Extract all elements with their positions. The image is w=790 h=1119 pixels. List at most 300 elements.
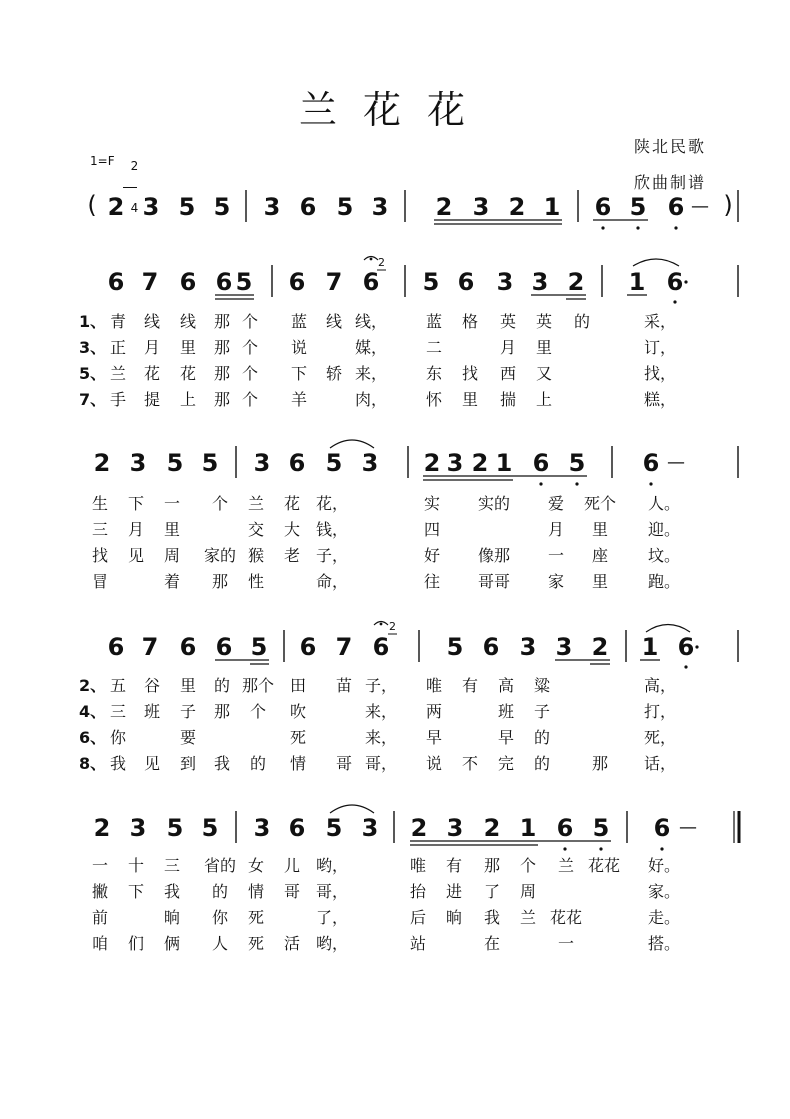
lyric-syllable: 月 [499, 338, 517, 357]
lyric-syllable: 大 [283, 520, 301, 539]
lyric-syllable: 提 [143, 390, 161, 409]
note: 5 [250, 633, 268, 661]
lyric-syllable: 了 [483, 882, 501, 901]
note: 6 [457, 268, 475, 296]
note: 6 [299, 633, 317, 661]
lyric-syllable: 坟。 [647, 546, 681, 565]
lyric-syllable: 的 [211, 882, 229, 901]
lyric-syllable: 里 [591, 520, 609, 539]
verse-number: 5、 [79, 364, 107, 383]
lyric-syllable: 见 [143, 754, 161, 773]
row4-lyrics [92, 856, 680, 953]
lyric-syllable: 们 [127, 934, 145, 953]
note: 3 [263, 193, 281, 221]
lyric-syllable: 好 [423, 546, 441, 565]
note: 3 [129, 814, 147, 842]
lyric-syllable: 三 [109, 702, 127, 721]
lyric-syllable: 里 [179, 338, 197, 357]
lyric-syllable: 的 [213, 676, 231, 695]
note: 5 [178, 193, 196, 221]
lyric-syllable: 站 [409, 934, 427, 953]
lyric-syllable: 糕， [643, 390, 677, 409]
note: 3 [253, 814, 271, 842]
lyric-syllable: 正 [109, 338, 127, 357]
row2-measure-1 [94, 449, 219, 477]
lyric-syllable: 那个 [241, 676, 275, 695]
note: 3 [361, 449, 379, 477]
note: 6 [482, 633, 500, 661]
time-sig-bottom: 4 [130, 201, 139, 215]
lyric-syllable: 苗 [335, 676, 353, 695]
low-dot [539, 482, 542, 485]
lyric-syllable: 两 [425, 702, 443, 721]
lyric-syllable: 轿 [325, 364, 343, 383]
lyric-syllable: 个 [241, 364, 259, 383]
note: 6 [288, 449, 306, 477]
lyric-syllable: 个 [519, 856, 537, 875]
lyric-syllable: 线 [325, 312, 343, 331]
arranger-credit: 欣曲制谱 [634, 173, 707, 192]
lyric-syllable: 媒， [354, 338, 388, 357]
lyric-syllable: 那 [213, 702, 231, 721]
dash: — [691, 196, 709, 217]
lyric-syllable: 子 [533, 702, 551, 721]
lyric-syllable: 班 [497, 702, 515, 721]
lyric-syllable: 里 [179, 676, 197, 695]
low-dot [684, 665, 687, 668]
note: 6 [179, 633, 197, 661]
note: 7 [141, 633, 159, 661]
lyric-syllable: 死个 [583, 494, 617, 513]
note: 6 [594, 193, 612, 221]
lyric-syllable: 哟， [315, 856, 349, 875]
lyric-syllable: 下 [127, 494, 145, 513]
note: 2 [93, 814, 111, 842]
lyric-syllable: 家 [547, 572, 565, 591]
lyric-syllable: 性 [247, 572, 265, 591]
lyric-syllable: 早 [497, 728, 515, 747]
row3-lyrics [79, 676, 676, 773]
lyric-syllable: 周 [519, 882, 537, 901]
lyric-syllable: 上 [535, 390, 553, 409]
lyric-syllable: 着 [163, 572, 181, 591]
lyric-syllable: 找 [461, 364, 479, 383]
note: 2 [471, 449, 489, 477]
note: 5 [325, 449, 343, 477]
lyric-syllable: 死 [289, 728, 307, 747]
lyric-syllable: 兰 [247, 494, 265, 513]
lyric-syllable: 个 [241, 312, 259, 331]
lyric-syllable: 个 [249, 702, 267, 721]
lyric-syllable: 那 [213, 312, 231, 331]
lyric-syllable: 我 [483, 908, 501, 927]
lyric-syllable: 钱， [315, 520, 349, 539]
lyric-syllable: 撇 [91, 882, 109, 901]
note: 6 [215, 633, 233, 661]
lyric-syllable: 好。 [647, 856, 681, 875]
lyric-syllable: 线， [354, 312, 388, 331]
lyric-syllable: 跑。 [647, 572, 681, 591]
row3-measure-1 [108, 633, 268, 661]
note: 6 [107, 633, 125, 661]
lyric-syllable: 咱 [91, 934, 109, 953]
lyric-syllable: 的 [249, 754, 267, 773]
lyric-syllable: 粱 [533, 676, 551, 695]
note: 2 [591, 633, 609, 661]
lyric-syllable: 唯 [425, 676, 443, 695]
lyric-syllable: 哥， [315, 882, 349, 901]
lyric-syllable: 省的 [203, 856, 237, 875]
row3-measure-4 [642, 633, 695, 661]
lyric-syllable: 吹 [289, 702, 307, 721]
lyric-syllable: 周 [163, 546, 181, 565]
row1-measure-3 [423, 268, 585, 296]
low-dot [575, 482, 578, 485]
lyric-syllable: 那 [483, 856, 501, 875]
lyric-syllable: 花， [315, 494, 349, 513]
row3-measure-2 [300, 633, 390, 661]
grace-note: 2 [389, 620, 396, 633]
note: 6 [179, 268, 197, 296]
note: 2 [508, 193, 526, 221]
lyric-syllable: 四 [423, 520, 441, 539]
lyric-syllable: 实的 [477, 494, 511, 513]
lyric-syllable: 座 [591, 546, 609, 565]
verse-number: 1、 [79, 312, 107, 331]
lyric-syllable: 冒 [91, 572, 109, 591]
song-origin: 陕北民歌 [634, 137, 707, 156]
lyric-syllable: 死， [643, 728, 677, 747]
note: 2 [107, 193, 125, 221]
note: 5 [166, 814, 184, 842]
verse-number: 8、 [79, 754, 107, 773]
lyric-syllable: 高 [497, 676, 515, 695]
lyric-syllable: 哟， [315, 934, 349, 953]
intro-measure-2 [264, 193, 389, 221]
lyric-syllable: 的 [533, 754, 551, 773]
lyric-syllable: 蓝 [290, 312, 308, 331]
fermata-dot [370, 258, 373, 261]
lyric-syllable: 格 [461, 312, 479, 331]
note: 6 [107, 268, 125, 296]
lyric-syllable: 里 [163, 520, 181, 539]
lyric-syllable: 下 [290, 364, 308, 383]
lyric-syllable: 谷 [143, 676, 161, 695]
lyric-syllable: 猴 [247, 546, 265, 565]
note: 6 [215, 268, 233, 296]
note: 6 [677, 633, 695, 661]
row1-measure-1 [108, 268, 253, 296]
time-sig-top: 2 [130, 159, 139, 173]
row1-lyrics [79, 312, 676, 409]
note: 3 [519, 633, 537, 661]
lyric-syllable: 哥， [364, 754, 398, 773]
dash: — [679, 817, 697, 838]
lyric-syllable: 个 [241, 390, 259, 409]
note: 3 [253, 449, 271, 477]
lyric-syllable: 老 [283, 546, 301, 565]
key-signature: 1=F [90, 154, 115, 168]
lyric-syllable: 线 [143, 312, 161, 331]
lyric-syllable: 来， [364, 702, 398, 721]
note: 7 [335, 633, 353, 661]
row4-measure-4 [654, 814, 697, 842]
note: 3 [472, 193, 490, 221]
note: 2 [483, 814, 501, 842]
lyric-syllable: 你 [109, 728, 127, 747]
note: 6 [288, 268, 306, 296]
note: 3 [446, 449, 464, 477]
dash: — [667, 452, 685, 473]
lyric-syllable: 死 [247, 908, 265, 927]
slur [633, 259, 679, 266]
note: 3 [129, 449, 147, 477]
note: 5 [213, 193, 231, 221]
lyric-syllable: 往 [423, 572, 441, 591]
lyric-syllable: 蓝 [425, 312, 443, 331]
note: 1 [641, 633, 659, 661]
note: 3 [446, 814, 464, 842]
lyric-syllable: 个 [241, 338, 259, 357]
note: 5 [235, 268, 253, 296]
intro-measure-4 [595, 193, 709, 221]
note: 2 [435, 193, 453, 221]
lyric-syllable: 子 [179, 702, 197, 721]
note: 5 [568, 449, 586, 477]
lyric-syllable: 十 [127, 856, 145, 875]
note: 6 [667, 193, 685, 221]
lyric-syllable: 田 [289, 676, 307, 695]
slur [330, 805, 374, 813]
lyric-syllable: 一 [547, 546, 565, 565]
verse-number: 2、 [79, 676, 107, 695]
lyric-syllable: 英 [535, 312, 553, 331]
lyric-syllable: 你 [211, 908, 229, 927]
lyric-syllable: 一 [91, 856, 109, 875]
row2-lyrics [92, 494, 680, 591]
lyric-syllable: 的 [573, 312, 591, 331]
lyric-syllable: 一 [557, 934, 575, 953]
note: 2 [423, 449, 441, 477]
note: 5 [201, 449, 219, 477]
lyric-syllable: 前 [91, 908, 109, 927]
lyric-syllable: 人 [211, 934, 229, 953]
lyric-syllable: 找， [643, 364, 677, 383]
row4-measure-2 [254, 814, 379, 842]
lyric-syllable: 命， [315, 572, 349, 591]
lyric-syllable: 有 [461, 676, 479, 695]
lyric-syllable: 晌 [445, 908, 463, 927]
note: 6 [372, 633, 390, 661]
lyric-syllable: 手 [109, 390, 127, 409]
lyric-syllable: 来， [364, 728, 398, 747]
note: 7 [141, 268, 159, 296]
lyric-syllable: 爱 [547, 494, 565, 513]
lyric-syllable: 后 [409, 908, 427, 927]
lyric-syllable: 那 [591, 754, 609, 773]
low-dot [674, 226, 677, 229]
lyric-syllable: 话， [643, 754, 677, 773]
intro-close-paren: ) [723, 191, 733, 219]
note: 2 [410, 814, 428, 842]
note: 6 [642, 449, 660, 477]
lyric-syllable: 月 [547, 520, 565, 539]
note: 6 [288, 814, 306, 842]
lyric-syllable: 交 [247, 520, 265, 539]
lyric-syllable: 月 [143, 338, 161, 357]
low-dot [660, 847, 663, 850]
lyric-syllable: 个 [211, 494, 229, 513]
lyric-syllable: 花花 [587, 856, 621, 875]
lyric-syllable: 那 [213, 364, 231, 383]
note: 3 [371, 193, 389, 221]
lyric-syllable: 二 [425, 338, 443, 357]
lyric-syllable: 完 [497, 754, 515, 773]
lyric-syllable: 东 [425, 364, 443, 383]
lyric-syllable: 要 [179, 728, 197, 747]
song-title: 兰花花 [298, 88, 491, 132]
grace-note: 2 [378, 256, 385, 269]
lyric-syllable: 里 [461, 390, 479, 409]
lyric-syllable: 花 [143, 364, 161, 383]
note: 1 [628, 268, 646, 296]
low-dot [649, 482, 652, 485]
lyric-syllable: 到 [179, 754, 197, 773]
fermata-dot [380, 623, 383, 626]
lyric-syllable: 兰 [557, 856, 575, 875]
lyric-syllable: 子， [364, 676, 398, 695]
intro-measure-3 [436, 193, 561, 221]
lyric-syllable: 揣 [499, 390, 517, 409]
lyric-syllable: 上 [179, 390, 197, 409]
lyric-syllable: 像那 [477, 546, 511, 565]
lyric-syllable: 哥 [283, 882, 301, 901]
lyric-syllable: 家。 [647, 882, 681, 901]
lyric-syllable: 情 [289, 754, 307, 773]
row1-measure-4 [629, 268, 684, 296]
lyric-syllable: 迎。 [647, 520, 681, 539]
row2-measure-2 [254, 449, 379, 477]
low-dot [599, 847, 602, 850]
lyric-syllable: 我 [109, 754, 127, 773]
lyric-syllable: 花 [283, 494, 301, 513]
lyric-syllable: 那 [211, 572, 229, 591]
lyric-syllable: 肉， [354, 390, 388, 409]
note: 6 [532, 449, 550, 477]
lyric-syllable: 那 [213, 390, 231, 409]
lyric-syllable: 进 [445, 882, 463, 901]
lyric-syllable: 羊 [290, 390, 308, 409]
note: 3 [531, 268, 549, 296]
lyric-syllable: 又 [535, 364, 553, 383]
lyric-syllable: 子， [315, 546, 349, 565]
note: 5 [325, 814, 343, 842]
lyric-syllable: 俩 [163, 934, 181, 953]
note: 6 [653, 814, 671, 842]
note: 5 [446, 633, 464, 661]
slur [646, 625, 690, 633]
note: 6 [362, 268, 380, 296]
note: 3 [555, 633, 573, 661]
row3-measure-3 [447, 633, 609, 661]
note: 5 [592, 814, 610, 842]
lyric-syllable: 家的 [203, 546, 237, 565]
verse-number: 4、 [79, 702, 107, 721]
lyric-syllable: 哥 [335, 754, 353, 773]
lyric-syllable: 班 [143, 702, 161, 721]
lyric-syllable: 线 [179, 312, 197, 331]
note: 2 [567, 268, 585, 296]
lyric-syllable: 活 [283, 934, 301, 953]
lyric-syllable: 来， [354, 364, 388, 383]
note: 3 [142, 193, 160, 221]
lyric-syllable: 人。 [647, 494, 681, 513]
lyric-syllable: 青 [109, 312, 127, 331]
note: 3 [361, 814, 379, 842]
lyric-syllable: 儿 [283, 856, 301, 875]
lyric-syllable: 打， [643, 702, 677, 721]
lyric-syllable: 的 [533, 728, 551, 747]
note: 1 [519, 814, 537, 842]
note: 7 [325, 268, 343, 296]
lyric-syllable: 走。 [647, 908, 681, 927]
lyric-syllable: 兰 [519, 908, 537, 927]
note: 3 [496, 268, 514, 296]
row4-measure-1 [94, 814, 219, 842]
lyric-syllable: 死 [247, 934, 265, 953]
lyric-syllable: 抬 [409, 882, 427, 901]
row2-measure-3 [424, 449, 586, 477]
lyric-syllable: 找 [91, 546, 109, 565]
low-dot [601, 226, 604, 229]
intro-measure-1 [108, 193, 231, 221]
note: 6 [556, 814, 574, 842]
lyric-syllable: 女 [247, 856, 265, 875]
lyric-syllable: 高， [643, 676, 677, 695]
lyric-syllable: 三 [91, 520, 109, 539]
lyric-syllable: 不 [461, 754, 479, 773]
lyric-syllable: 在 [483, 934, 501, 953]
lyric-syllable: 三 [163, 856, 181, 875]
lyric-syllable: 西 [499, 364, 517, 383]
lyric-syllable: 搭。 [647, 934, 681, 953]
lyric-syllable: 了， [315, 908, 349, 927]
note: 6 [666, 268, 684, 296]
lyric-syllable: 早 [425, 728, 443, 747]
note: 1 [543, 193, 561, 221]
lyric-syllable: 里 [591, 572, 609, 591]
lyric-syllable: 说 [290, 338, 308, 357]
note: 5 [422, 268, 440, 296]
verse-number: 3、 [79, 338, 107, 357]
lyric-syllable: 那 [213, 338, 231, 357]
note: 5 [166, 449, 184, 477]
lyric-syllable: 见 [127, 546, 145, 565]
verse-number: 6、 [79, 728, 107, 747]
note: 5 [336, 193, 354, 221]
slur [330, 440, 374, 448]
lyric-syllable: 花 [179, 364, 197, 383]
lyric-syllable: 哥哥 [477, 572, 511, 591]
note: 1 [495, 449, 513, 477]
lyric-syllable: 实 [423, 494, 441, 513]
note: 5 [201, 814, 219, 842]
row1-measure-2 [289, 268, 380, 296]
note: 6 [299, 193, 317, 221]
lyric-syllable: 有 [445, 856, 463, 875]
lyric-syllable: 订， [643, 338, 677, 357]
row2-measure-4 [643, 449, 685, 477]
